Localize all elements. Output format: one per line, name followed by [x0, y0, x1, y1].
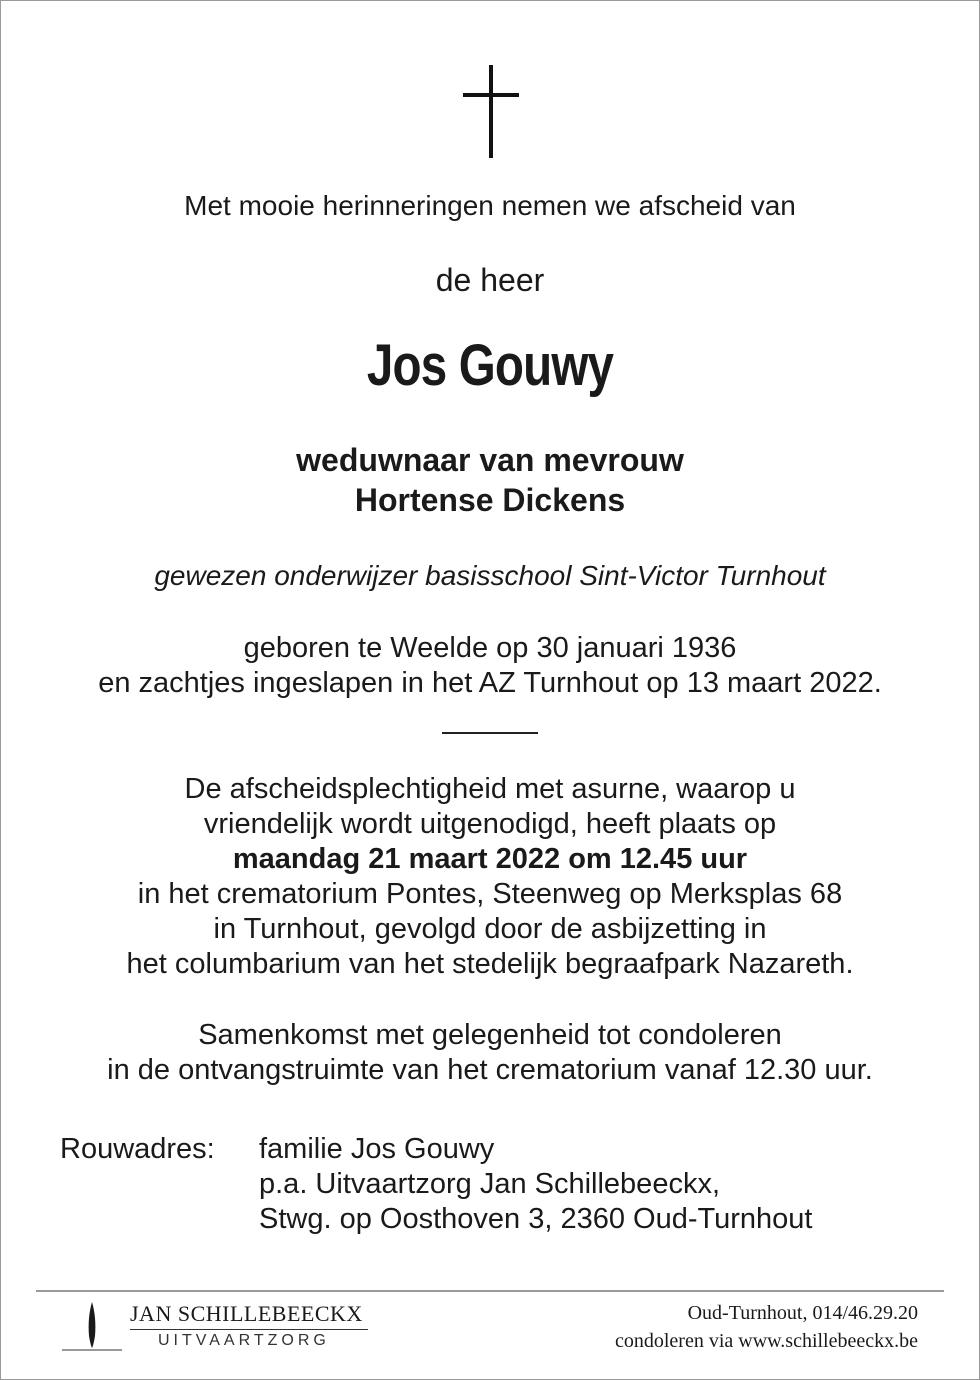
ceremony-line-6: het columbarium van het stedelijk begraafpark Nazareth.	[126, 948, 854, 980]
birth-line: geboren te Weelde op 30 januari 1936	[243, 632, 737, 664]
ceremony-line-5: in Turnhout, gevolgd door de asbijzetting in	[213, 913, 767, 945]
divider	[442, 732, 538, 734]
cypress-tree-icon	[62, 1300, 122, 1354]
contact-website: condoleren via www.schillebeeckx.be	[614, 1330, 918, 1352]
brand-subtitle: UITVAARTZORG	[158, 1332, 330, 1349]
intro-text: Met mooie herinneringen nemen we afscheid van	[184, 190, 796, 221]
ceremony-line-2: vriendelijk wordt uitgenodigd, heeft plaats op	[203, 808, 777, 840]
death-line: en zachtjes ingeslapen in het AZ Turnhout op 13 maart 2022.	[98, 667, 882, 699]
address-line-3: Stwg. op Oosthoven 3, 2360 Oud-Turnhout	[259, 1203, 813, 1235]
address-line-2: p.a. Uitvaartzorg Jan Schillebeeckx,	[259, 1168, 720, 1200]
spouse-name: Hortense Dickens	[354, 482, 626, 518]
cross-icon	[463, 65, 519, 158]
ceremony-line-4: in het crematorium Pontes, Steenweg op Merksplas 68	[137, 878, 843, 910]
honorific: de heer	[435, 262, 545, 298]
ceremony-datetime: maandag 21 maart 2022 om 12.45 uur	[232, 843, 748, 875]
footer-divider	[36, 1290, 944, 1292]
occupation: gewezen onderwijzer basisschool Sint-Victor Turnhout	[154, 560, 826, 591]
brand-name: JAN SCHILLEBEECKX	[130, 1301, 363, 1326]
contact-phone: Oud-Turnhout, 014/46.29.20	[687, 1302, 918, 1324]
deceased-name: Jos Gouwy	[366, 333, 614, 398]
address-label: Rouwadres:	[60, 1133, 215, 1165]
gathering-line-1: Samenkomst met gelegenheid tot condoleren	[198, 1019, 782, 1051]
brand-underline	[130, 1329, 368, 1330]
address-line-1: familie Jos Gouwy	[259, 1133, 495, 1165]
gathering-line-2: in de ontvangstruimte van het crematorium vanaf 12.30 uur.	[107, 1054, 873, 1086]
widower-line: weduwnaar van mevrouw	[296, 442, 684, 478]
ceremony-line-1: De afscheidsplechtigheid met asurne, waarop u	[184, 773, 796, 805]
